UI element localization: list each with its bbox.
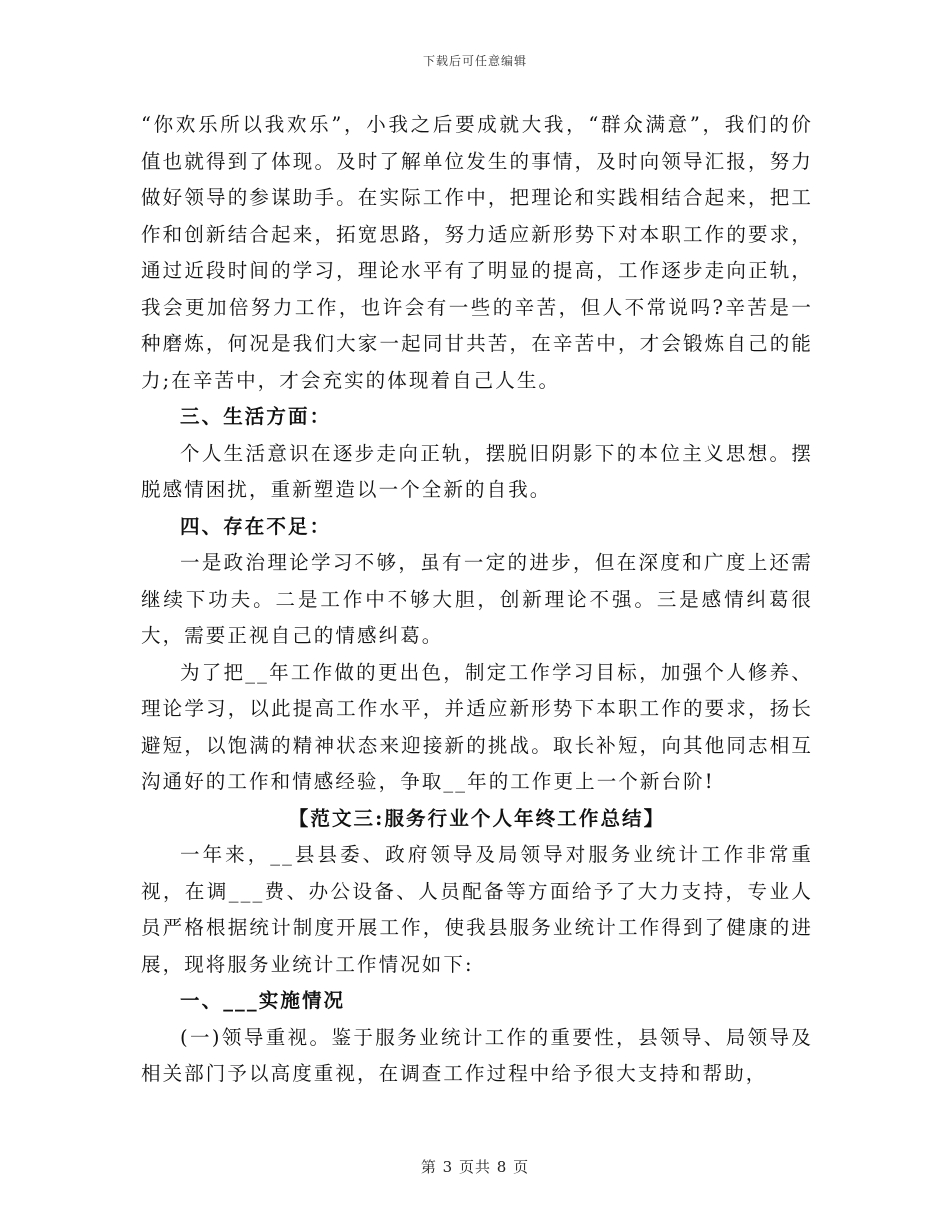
paragraph-shortcomings: 一是政治理论学习不够，虽有一定的进步，但在深度和广度上还需继续下功夫。二是工作中不够大胆，创新理论不强。三是感情纠葛很大，需要正视自己的情感纠葛。 [141, 551, 813, 647]
section-heading-shortcomings: 四、存在不足： [180, 514, 332, 538]
page-header-note: 下载后可任意编辑 [422, 54, 527, 68]
section-heading-implementation: 一、___实施情况 [180, 989, 346, 1012]
paragraph-goals: 为了把__年工作做的更出色，制定工作学习目标，加强个人修养、理论学习，以此提高工作水平，并适应新形势下本职工作的要求，扬长避短，以饱满的精神状态来迎接新的挑战。取长补短，向其他同志相互沟通好的工作和情感经验，争取__年的工作更上一个新台阶! [141, 660, 813, 793]
document-body [141, 107, 813, 1093]
page-number: 第 3 页共 8 页 [420, 1158, 530, 1176]
paragraph-intro-service-stats: 一年来，__县县委、政府领导及局领导对服务业统计工作非常重视，在调___费、办公设备、人员配备等方面给予了大力支持，专业人员严格根据统计制度开展工作，使我县服务业统计工作得到了健康的进展，现将服务业统计工作情况如下: [141, 843, 813, 976]
sample-essay-title: 【范文三:服务行业个人年终工作总结】 [288, 806, 666, 830]
paragraph-work-reflection: “你欢乐所以我欢乐”，小我之后要成就大我，“群众满意”，我们的价值也就得到了体现。及时了解单位发生的事情，及时向领导汇报，努力做好领导的参谋助手。在实际工作中，把理论和实践相结合起来，把工作和创新结合起来，拓宽思路，努力适应新形势下对本职工作的要求，通过近段时间的学习，理论水平有了明显的提高，工作逐步走向正轨，我会更加倍努力工作，也许会有一些的辛苦，但人不常说吗?辛苦是一种磨炼，何况是我们大家一起同甘共苦，在辛苦中，才会锻炼自己的能力;在辛苦中，才会充实的体现着自己人生。 [141, 113, 813, 392]
paragraph-life: 个人生活意识在逐步走向正轨，摆脱旧阴影下的本位主义思想。摆脱感情困扰，重新塑造以一个全新的自我。 [141, 441, 813, 501]
paragraph-leadership: (一)领导重视。鉴于服务业统计工作的重要性，县领导、局领导及相关部门予以高度重视，在调查工作过程中给予很大支持和帮助， [141, 1025, 813, 1085]
section-heading-life: 三、生活方面： [180, 405, 332, 428]
